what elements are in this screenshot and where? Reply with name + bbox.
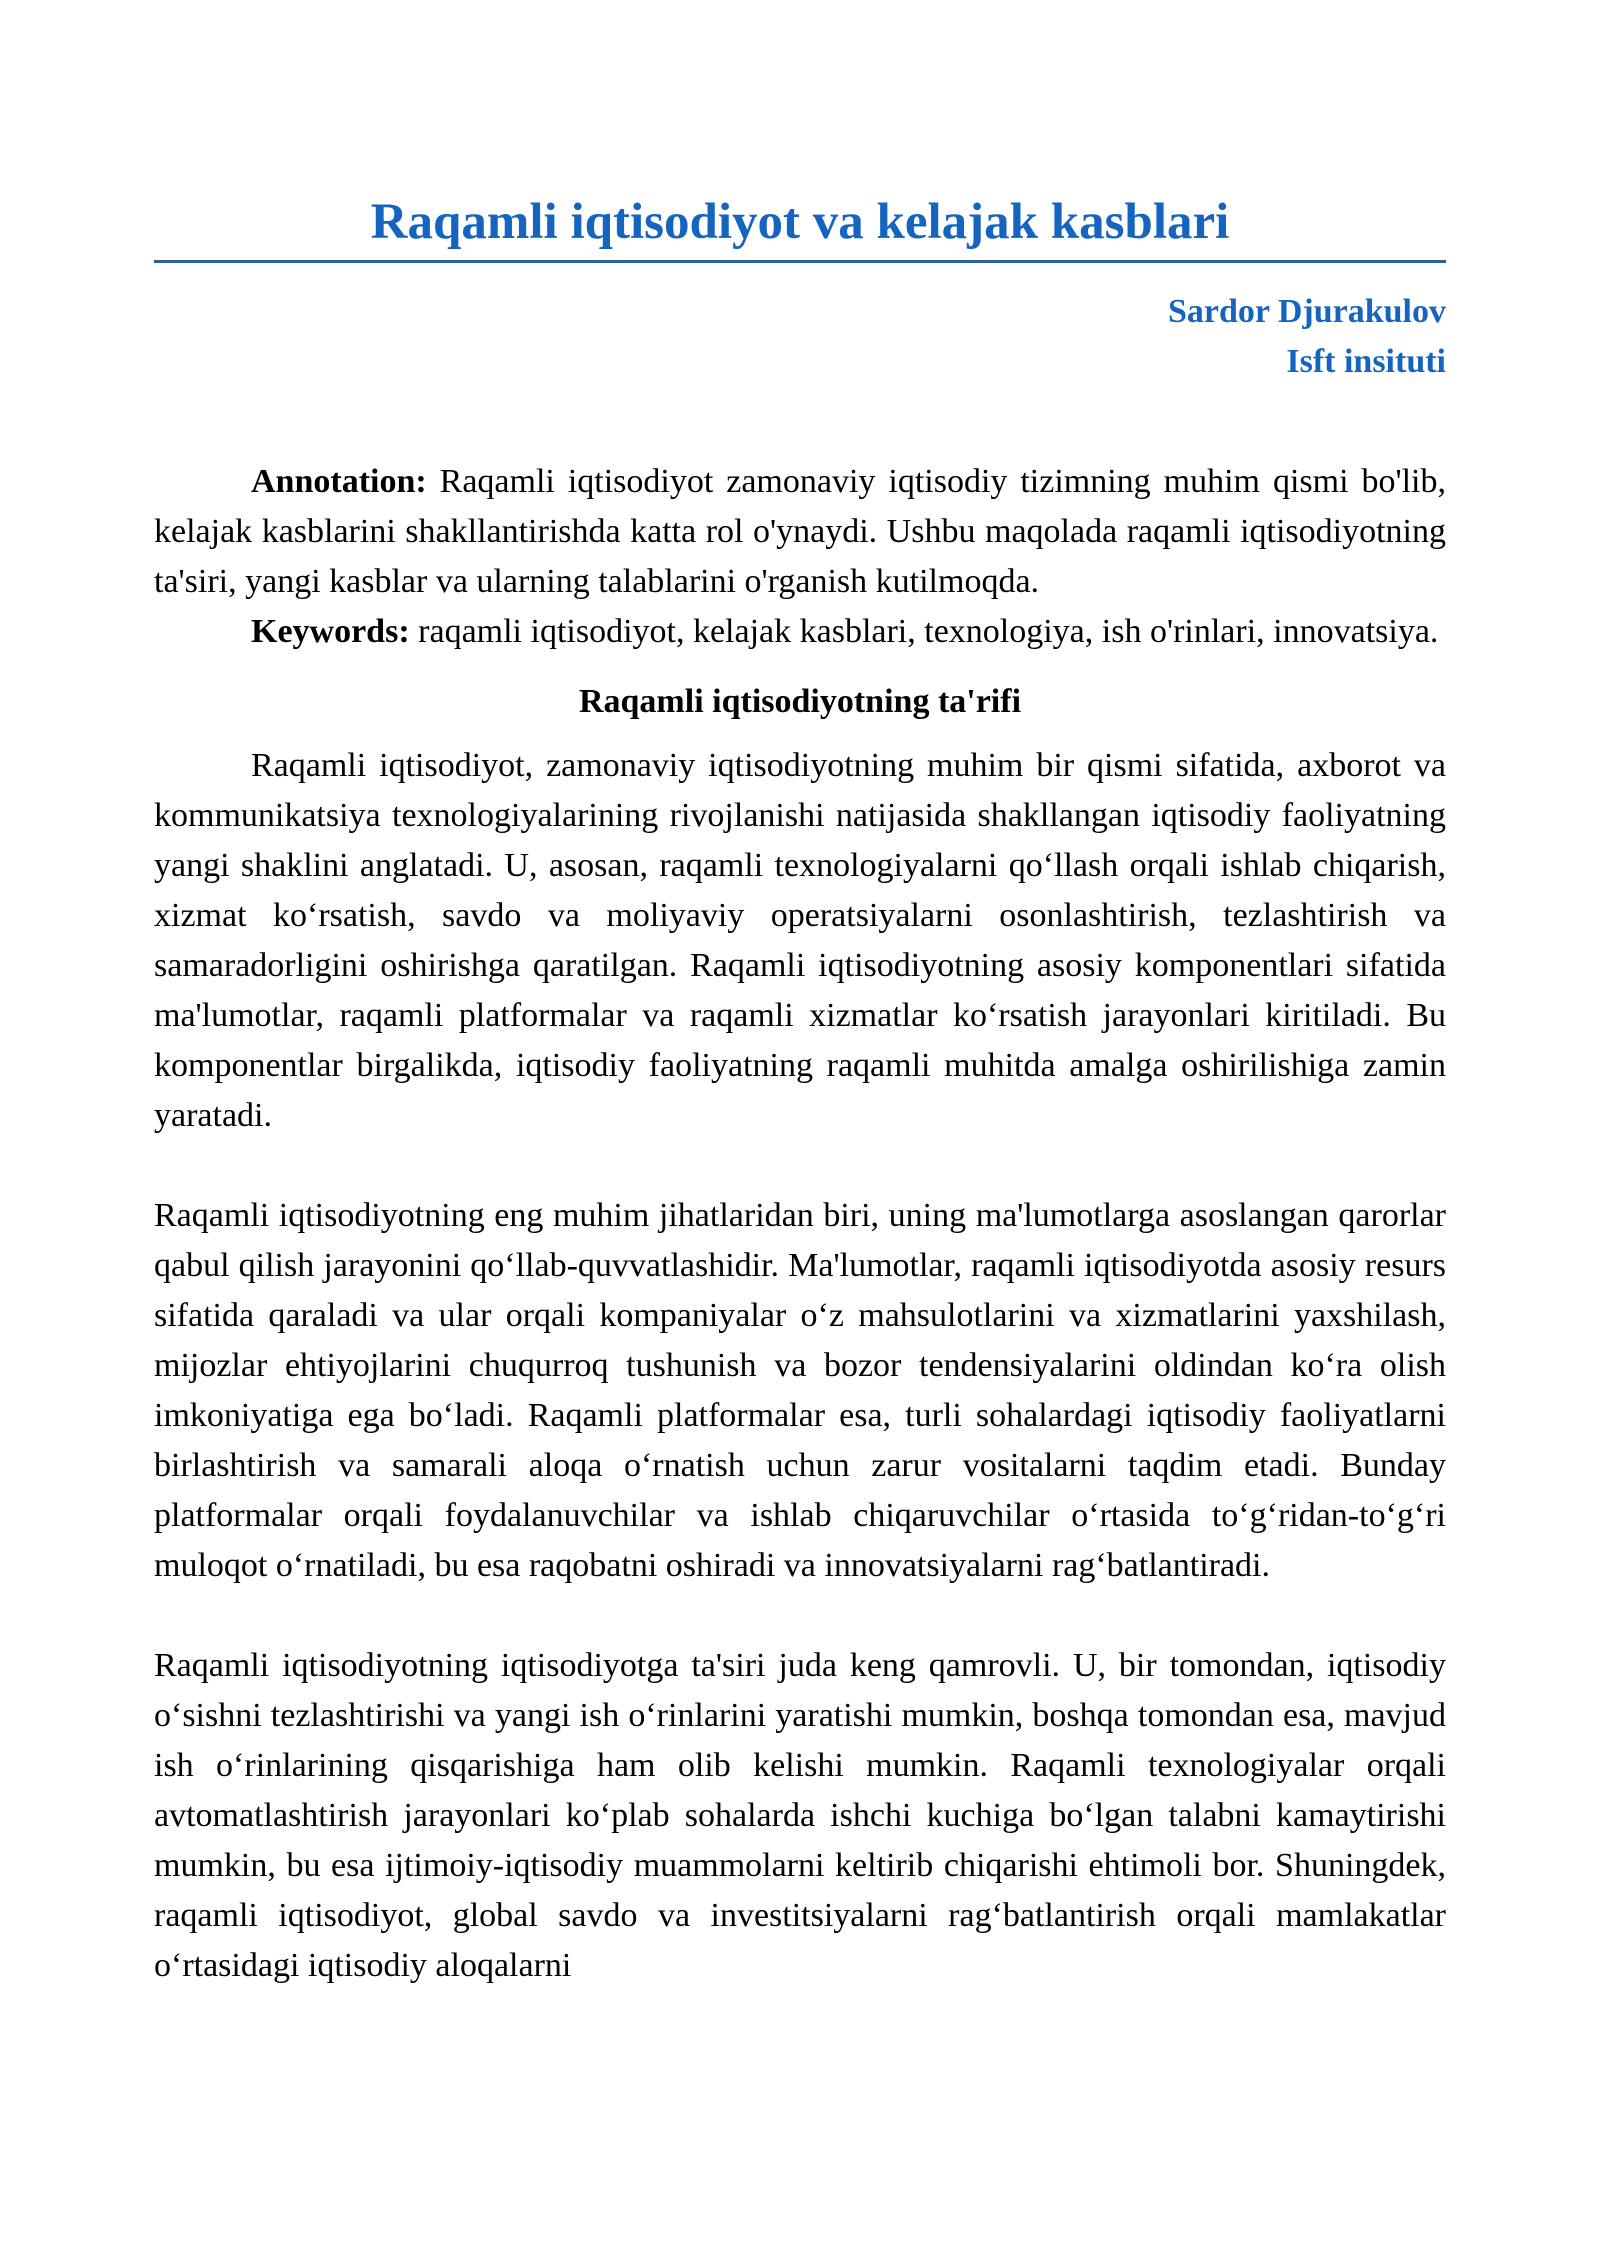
- paragraph-gap: [154, 1591, 1446, 1641]
- annotation-paragraph: [154, 457, 1446, 607]
- author-affiliation: Isft insituti: [1286, 343, 1446, 380]
- author-name: Sardor Djurakulov: [1167, 293, 1446, 330]
- author-block: [154, 287, 1446, 387]
- annotation-label: Annotation:: [251, 463, 427, 500]
- keywords-text: raqamli iqtisodiyot, kelajak kasblari, texnologiya, ish o'rinlari, innovatsiya.: [409, 613, 1439, 650]
- document-title: Raqamli iqtisodiyot va kelajak kasblari: [370, 194, 1230, 250]
- title-underline: [154, 260, 1446, 263]
- annotation-text: Raqamli iqtisodiyot zamonaviy iqtisodiy tizimning muhim qismi bo'lib, kelajak kasblarini shakllantirishda katta rol o'ynaydi. Ushbu maqolada raqamli iqtisodiyotning ta'siri, yangi kasblar va ularning talablarini o'rganish kutilmoqda.: [154, 463, 1446, 600]
- keywords-paragraph: [154, 607, 1446, 657]
- body-paragraph-2: Raqamli iqtisodiyotning eng muhim jihatlaridan biri, uning ma'lumotlarga asoslangan qarorlar qabul qilish jarayonini qo‘llab-quvvatlashidir. Ma'lumotlar, raqamli iqtisodiyotda asosiy resurs sifatida qaraladi va ular orqali kompaniyalar o‘z mahsulotlarini va xizmatlarini yaxshilash, mijozlar ehtiyojlarini chuqurroq tushunish va bozor tendensiyalarini oldindan ko‘ra olish imkoniyatiga ega bo‘ladi. Raqamli platformalar esa, turli sohalardagi iqtisodiy faoliyatlarni birlashtirish va samarali aloqa o‘rnatish uchun zarur vositalarni taqdim etadi. Bunday platformalar orqali foydalanuvchilar va ishlab chiqaruvchilar o‘rtasida to‘g‘ridan-to‘g‘ri muloqot o‘rnatiladi, bu esa raqobatni oshiradi va innovatsiyalarni rag‘batlantiradi.: [154, 1197, 1446, 1584]
- section-heading: Raqamli iqtisodiyotning ta'rifi: [578, 683, 1022, 720]
- body-paragraph-1: Raqamli iqtisodiyot, zamonaviy iqtisodiyotning muhim bir qismi sifatida, axborot va kommunikatsiya texnologiyalarining rivojlanishi natijasida shakllangan iqtisodiy faoliyatning yangi shaklini anglatadi. U, asosan, raqamli texnologiyalarni qo‘llash orqali ishlab chiqarish, xizmat ko‘rsatish, savdo va moliyaviy operatsiyalarni osonlashtirish, tezlashtirish va samaradorligini oshirishga qaratilgan. Raqamli iqtisodiyotning asosiy komponentlari sifatida ma'lumotlar, raqamli platformalar va raqamli xizmatlar ko‘rsatish jarayonlari kiritiladi. Bu komponentlar birgalikda, iqtisodiy faoliyatning raqamli muhitda amalga oshirilishiga zamin yaratadi.: [154, 747, 1446, 1134]
- document-page: [154, 0, 1446, 1991]
- paragraph-gap: [154, 1141, 1446, 1191]
- spacer: [154, 387, 1446, 457]
- body-paragraph-3: Raqamli iqtisodiyotning iqtisodiyotga ta'siri juda keng qamrovli. U, bir tomondan, iqtisodiy o‘sishni tezlashtirishi va yangi ish o‘rinlarini yaratishi mumkin, boshqa tomondan esa, mavjud ish o‘rinlarining qisqarishiga ham olib kelishi mumkin. Raqamli texnologiyalar orqali avtomatlashtirish jarayonlari ko‘plab sohalarda ishchi kuchiga bo‘lgan talabni kamaytirishi mumkin, bu esa ijtimoiy-iqtisodiy muammolarni keltirib chiqarishi ehtimoli bor. Shuningdek, raqamli iqtisodiyot, global savdo va investitsiyalarni rag‘batlantirish orqali mamlakatlar o‘rtasidagi iqtisodiy aloqalarni: [154, 1647, 1446, 1984]
- keywords-label: Keywords:: [251, 613, 410, 650]
